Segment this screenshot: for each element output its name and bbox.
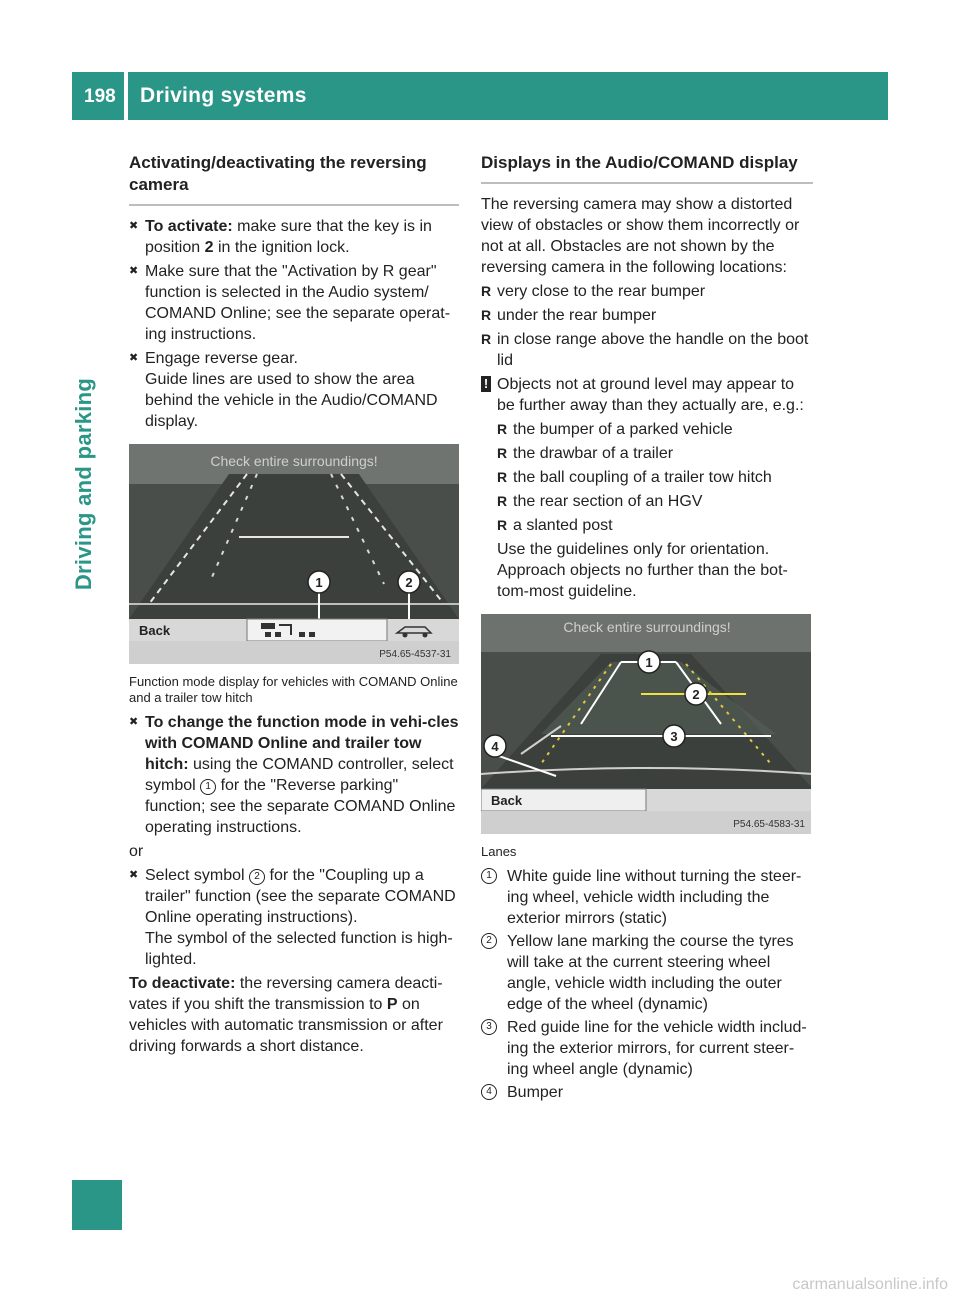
sub-bullet-item [497,467,813,488]
legend-number: 1 [481,868,497,884]
deactivate-p: P [386,996,398,1013]
sub-bullet-text: a slanted post [513,517,613,534]
step-activate-bold: To activate: [145,218,233,235]
deactivate-text-a: the reversing camera deacti-vates if you shift the transmission to [129,975,443,1013]
camera-image-2 [481,614,811,834]
legend-item [481,1017,813,1080]
marker-1-label: 1 [315,575,323,590]
caption-2: Lanes [481,844,517,859]
bullet-item [481,329,813,371]
bullet-item [481,305,813,326]
warning-icon: ! [481,376,491,392]
or-text: or [129,843,144,860]
marker-1-label-2: 1 [645,655,653,670]
page-number: 198 [84,86,116,107]
camera-image-2-svg [481,614,811,834]
side-tab [72,1180,122,1230]
overlay-text-2: Check entire surroundings! [563,619,731,635]
step-reverse-gear-a: ✖ Engage reverse gear. [145,350,298,367]
legend-item [481,866,813,929]
back-button-label-2: Back [491,793,523,808]
left-heading: Activating/deactivating the reversing camera [129,153,427,194]
legend-text: Bumper [507,1084,564,1101]
header-divider [124,72,128,120]
bullet-item [481,281,813,302]
watermark-url: carmanualsonline.info [792,1276,948,1293]
bullet-mark: R [497,469,508,485]
side-label [71,377,114,591]
sub-bullet-list [497,419,813,536]
sub-bullet-text: the bumper of a parked vehicle [513,421,733,438]
marker-4-label-2: 4 [491,739,499,754]
step-select-coupling-a: Select symbol [145,867,250,884]
step-change-mode-bold: To change the function mode in vehi-cles with COMAND Online and trailer tow hitch: [145,714,459,773]
step-change-mode-text-b: for the "Reverse parking" function; see the separate COMAND Online operating instructions. [145,777,456,836]
side-label-text: Driving and parking [71,377,96,591]
sub-bullet-text: the rear section of an HGV [513,493,703,510]
sub-bullet-item [497,491,813,512]
camera-image-1 [129,444,459,664]
step-activate-end: in the ignition lock. [213,239,350,256]
marker-2-label: 2 [405,575,413,590]
marker-3-label-2: 3 [670,729,678,744]
marker-2-label-2: 2 [692,687,700,702]
deactivate-text-b: on vehicles with automatic transmission or after driving forwards a short distance. [129,996,443,1055]
function-mode-box [247,619,387,641]
sub-bullet-item [497,515,813,536]
legend-item [481,931,813,1015]
bullet-mark: R [481,331,492,347]
symbol-1-ref: 1 [200,779,216,795]
step-activate [129,216,459,258]
step-select-coupling [129,865,459,970]
legend-item [481,1082,813,1103]
sub-bullet-text: the ball coupling of a trailer tow hitch [513,469,772,486]
notice-text: Objects not at ground level may appear to be further away than they actually are, e.g.: [497,376,804,414]
bullet-mark: R [497,445,508,461]
legend-text: Red guide line for the vehicle width includ-ing the exterior mirrors, for current steer-ing wheel angle (dynamic) [507,1019,807,1078]
right-heading: Displays in the Audio/COMAND display [481,153,798,172]
step-change-mode [129,712,459,838]
step-activation-setting: ✖ Make sure that the "Activation by R gear" function is selected in the Audio system/ COMAND Online; see the separate operat-ing instructions. [129,261,459,345]
overlay-text-1: Check entire surroundings! [210,453,378,469]
legend-number: 4 [481,1084,497,1100]
bullet-mark: R [497,517,508,533]
sub-bullet-item [497,419,813,440]
bullet-text: under the rear bumper [497,307,657,324]
legend-text: Yellow lane marking the course the tyres will take at the current steering wheel angle, vehicle width including the outer edge of the wheel (dynamic) [507,933,794,1013]
back-button-label: Back [139,623,171,638]
bullet-text: very close to the rear bumper [497,283,706,300]
bullet-mark: R [497,421,508,437]
step-change-mode-text-a: using the COMAND controller, select symbol [145,756,454,794]
legend-number: 2 [481,933,497,949]
caption-1: Function mode display for vehicles with COMAND Online and a trailer tow hitch [129,674,458,705]
deactivate-bold: To deactivate: [129,975,236,992]
image-code-2: P54.65-4583-31 [733,819,805,830]
section-title: Driving systems [140,84,307,107]
notice-block [481,374,813,602]
bullet-mark: R [481,307,492,323]
step-reverse-gear [129,348,459,432]
step-activate-position: 2 [204,239,214,256]
camera-image-1-svg [129,444,459,664]
legend-number: 3 [481,1019,497,1035]
legend-text: White guide line without turning the steer-ing wheel, vehicle width including the exterior mirrors (static) [507,868,802,927]
right-column [481,152,813,1105]
step-activate-text: make sure that the key is in position [145,218,432,256]
bullet-text: in close range above the handle on the boot lid [497,331,809,369]
bullet-mark: R [481,283,492,299]
heading-rule-right [481,182,813,184]
heading-rule [129,204,459,206]
sub-bullet-text: the drawbar of a trailer [513,445,674,462]
intro-paragraph: The reversing camera may show a distorted view of obstacles or show them incorrectly or not at all. Obstacles are not shown by the reversing camera in the following locations: [481,196,800,276]
step-reverse-gear-b: Guide lines are used to show the area behind the vehicle in the Audio/COMAND display. [145,371,438,430]
symbol-2-ref: 2 [249,869,265,885]
deactivate-paragraph [129,973,459,1057]
step-select-coupling-c: The symbol of the selected function is high-lighted. [145,930,453,968]
bullet-mark: R [497,493,508,509]
sub-bullet-item [497,443,813,464]
guidance-text: Use the guidelines only for orientation. Approach objects no further than the bot-tom-most guideline. [497,541,788,600]
image-code-1: P54.65-4537-31 [379,649,451,660]
left-column [129,152,459,1060]
step-select-coupling-b: for the "Coupling up a trailer" function (see the separate COMAND Online operating instructions). [145,867,456,926]
